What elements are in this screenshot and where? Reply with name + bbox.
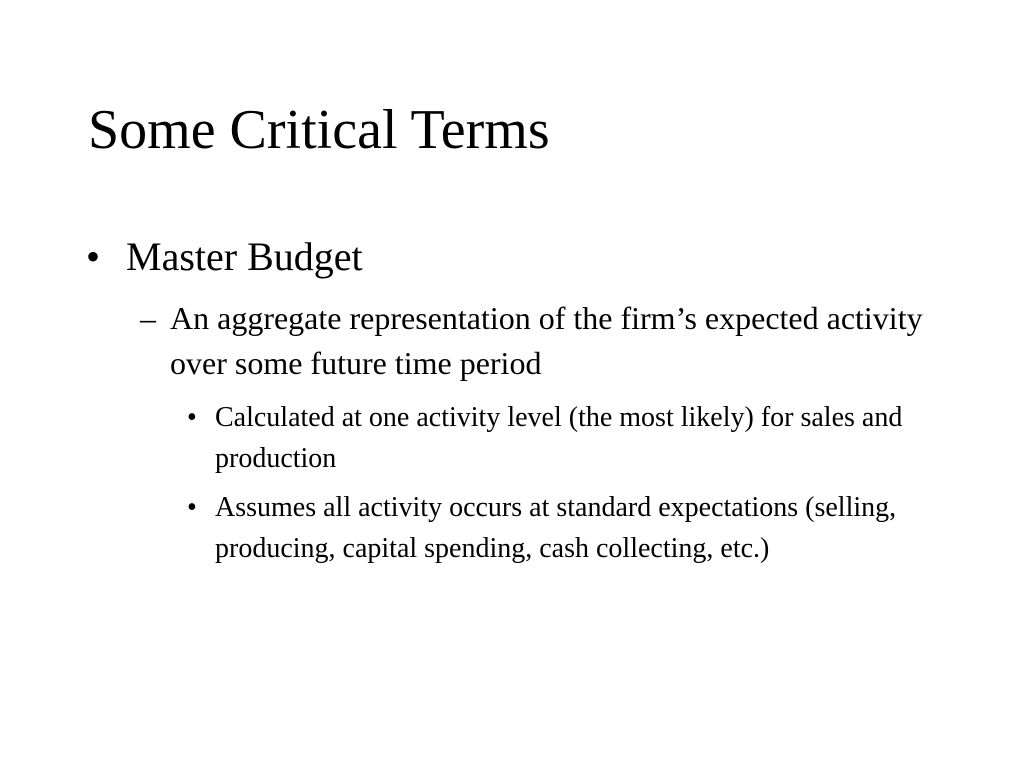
bullet-level3 <box>187 487 947 569</box>
bullet-dot-icon: • <box>187 492 197 523</box>
bullet-dot-icon: • <box>187 402 197 433</box>
slide-title: Some Critical Terms <box>88 99 550 161</box>
bullet-dot-icon: • <box>86 234 101 279</box>
dash-icon: – <box>140 300 156 336</box>
bullet-text: An aggregate representation of the firm’s expected activity over some future time period <box>170 300 923 381</box>
bullet-level2 <box>140 296 940 386</box>
bullet-text: Assumes all activity occurs at standard expectations (selling, producing, capital spending, cash collecting, etc.) <box>215 492 897 564</box>
bullet-text: Calculated at one activity level (the most likely) for sales and production <box>215 402 903 474</box>
bullet-level3 <box>187 397 947 479</box>
bullet-text: Master Budget <box>126 234 363 279</box>
